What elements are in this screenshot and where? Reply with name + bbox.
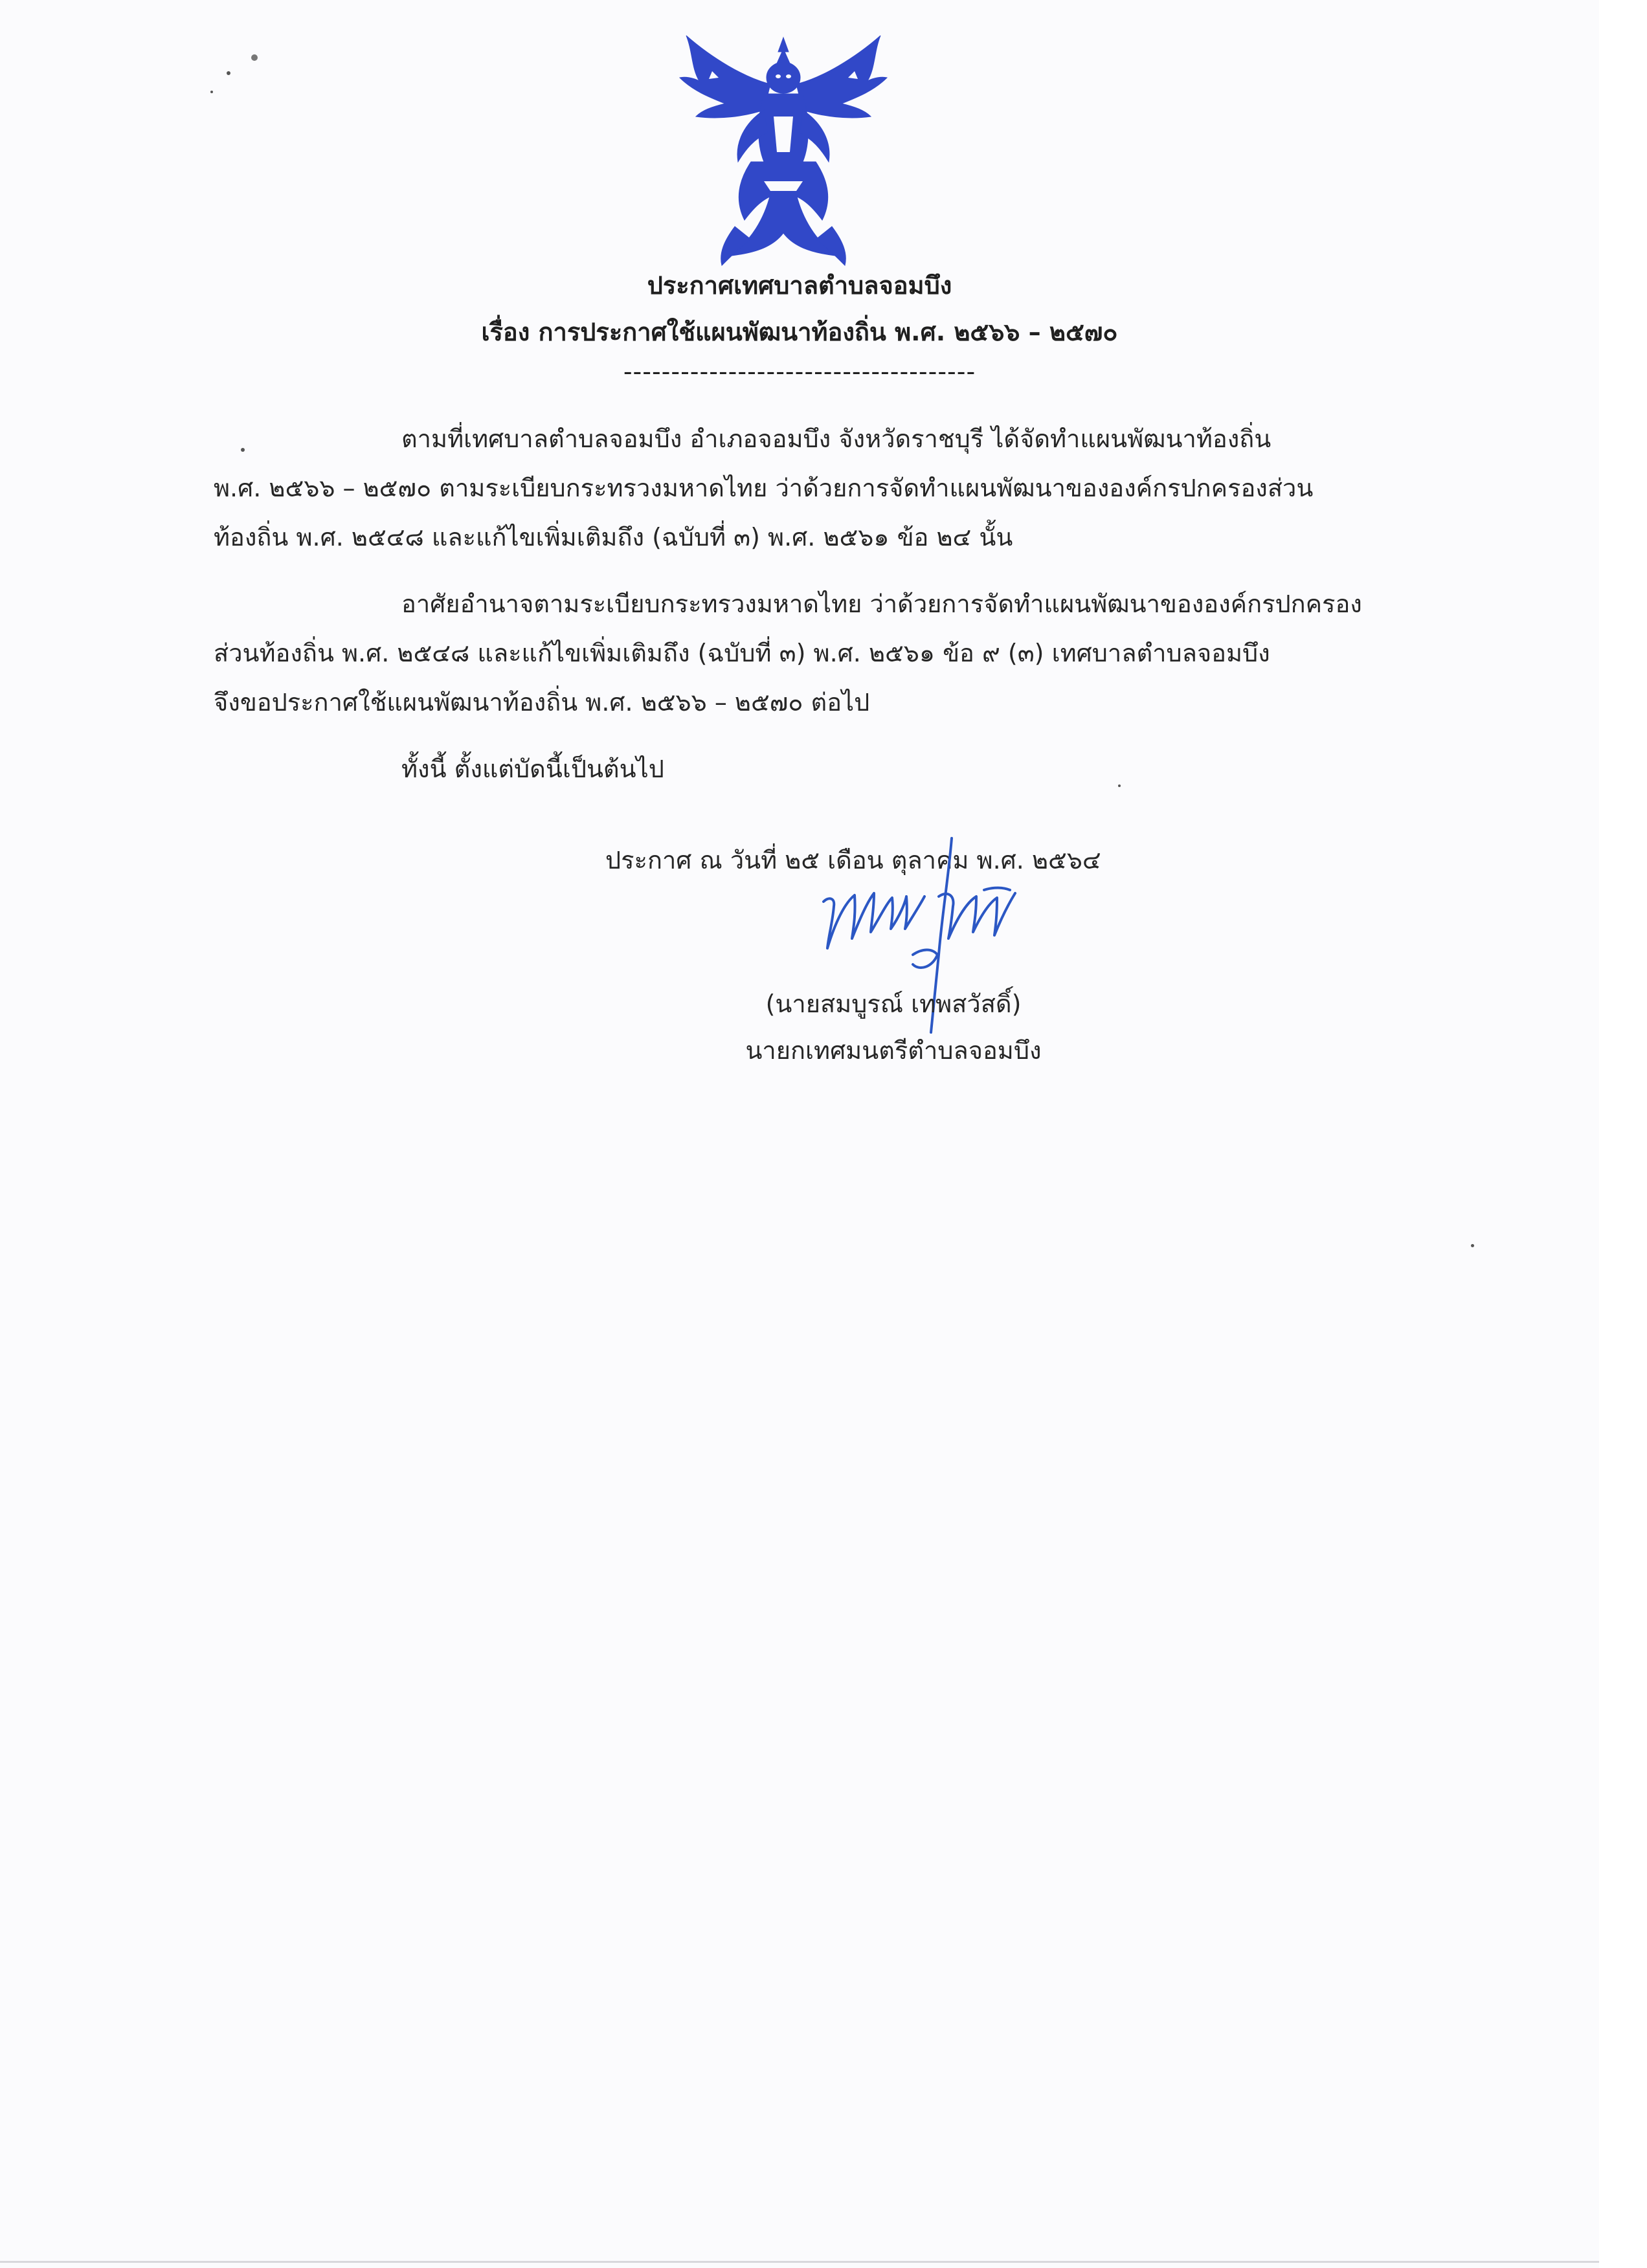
paragraph-1-line: พ.ศ. ๒๕๖๖ – ๒๕๗๐ ตามระเบียบกระทรวงมหาดไทย ว่าด้วยการจัดทำแผนพัฒนาขององค์กรปกครองส่วน	[214, 474, 1314, 502]
paragraph-3-line: ทั้งนี้ ตั้งแต่บัดนี้เป็นต้นไป	[401, 755, 664, 783]
signer-name: (นายสมบูรณ์ เทพสวัสดิ์)	[765, 990, 1022, 1018]
scan-margin	[1599, 0, 1647, 2268]
signer-position: นายกเทศมนตรีตำบลจอมบึง	[745, 1036, 1042, 1065]
paragraph-1-line: ท้องถิ่น พ.ศ. ๒๕๔๘ และแก้ไขเพิ่มเติมถึง (ฉบับที่ ๓) พ.ศ. ๒๕๖๑ ข้อ ๒๔ นั้น	[214, 523, 1013, 551]
scan-speck	[1471, 1244, 1474, 1247]
title-divider: -------------------------------------	[623, 357, 976, 386]
scan-speck	[210, 91, 213, 93]
paragraph-2-line: ส่วนท้องถิ่น พ.ศ. ๒๕๔๘ และแก้ไขเพิ่มเติมถึง (ฉบับที่ ๓) พ.ศ. ๒๕๖๑ ข้อ ๙ (๓) เทศบาลตำบลจอมบึง	[214, 639, 1270, 667]
scan-speck	[227, 71, 230, 75]
paragraph-2-line: อาศัยอำนาจตามระเบียบกระทรวงมหาดไทย ว่าด้วยการจัดทำแผนพัฒนาขององค์กรปกครอง	[401, 590, 1362, 618]
announcement-date: ประกาศ ณ วันที่ ๒๕ เดือน ตุลาคม พ.ศ. ๒๕๖๔	[605, 846, 1101, 874]
document-title: ประกาศเทศบาลตำบลจอมบึง	[647, 271, 952, 300]
paragraph-2-line: จึงขอประกาศใช้แผนพัฒนาท้องถิ่น พ.ศ. ๒๕๖๖ – ๒๕๗๐ ต่อไป	[214, 688, 870, 717]
paragraph-1-line: ตามที่เทศบาลตำบลจอมบึง อำเภอจอมบึง จังหวัดราชบุรี ได้จัดทำแผนพัฒนาท้องถิ่น	[401, 425, 1272, 453]
document-subject: เรื่อง การประกาศใช้แผนพัฒนาท้องถิ่น พ.ศ. ๒๕๖๖ – ๒๕๗๐	[481, 318, 1118, 346]
paragraph-2	[214, 579, 1418, 727]
paragraph-3	[214, 744, 1418, 794]
page-bottom-edge	[0, 2261, 1599, 2263]
paragraph-1	[214, 414, 1418, 562]
garuda-emblem-icon	[673, 32, 893, 272]
signer-block	[732, 981, 1055, 1074]
scan-speck	[251, 54, 258, 61]
